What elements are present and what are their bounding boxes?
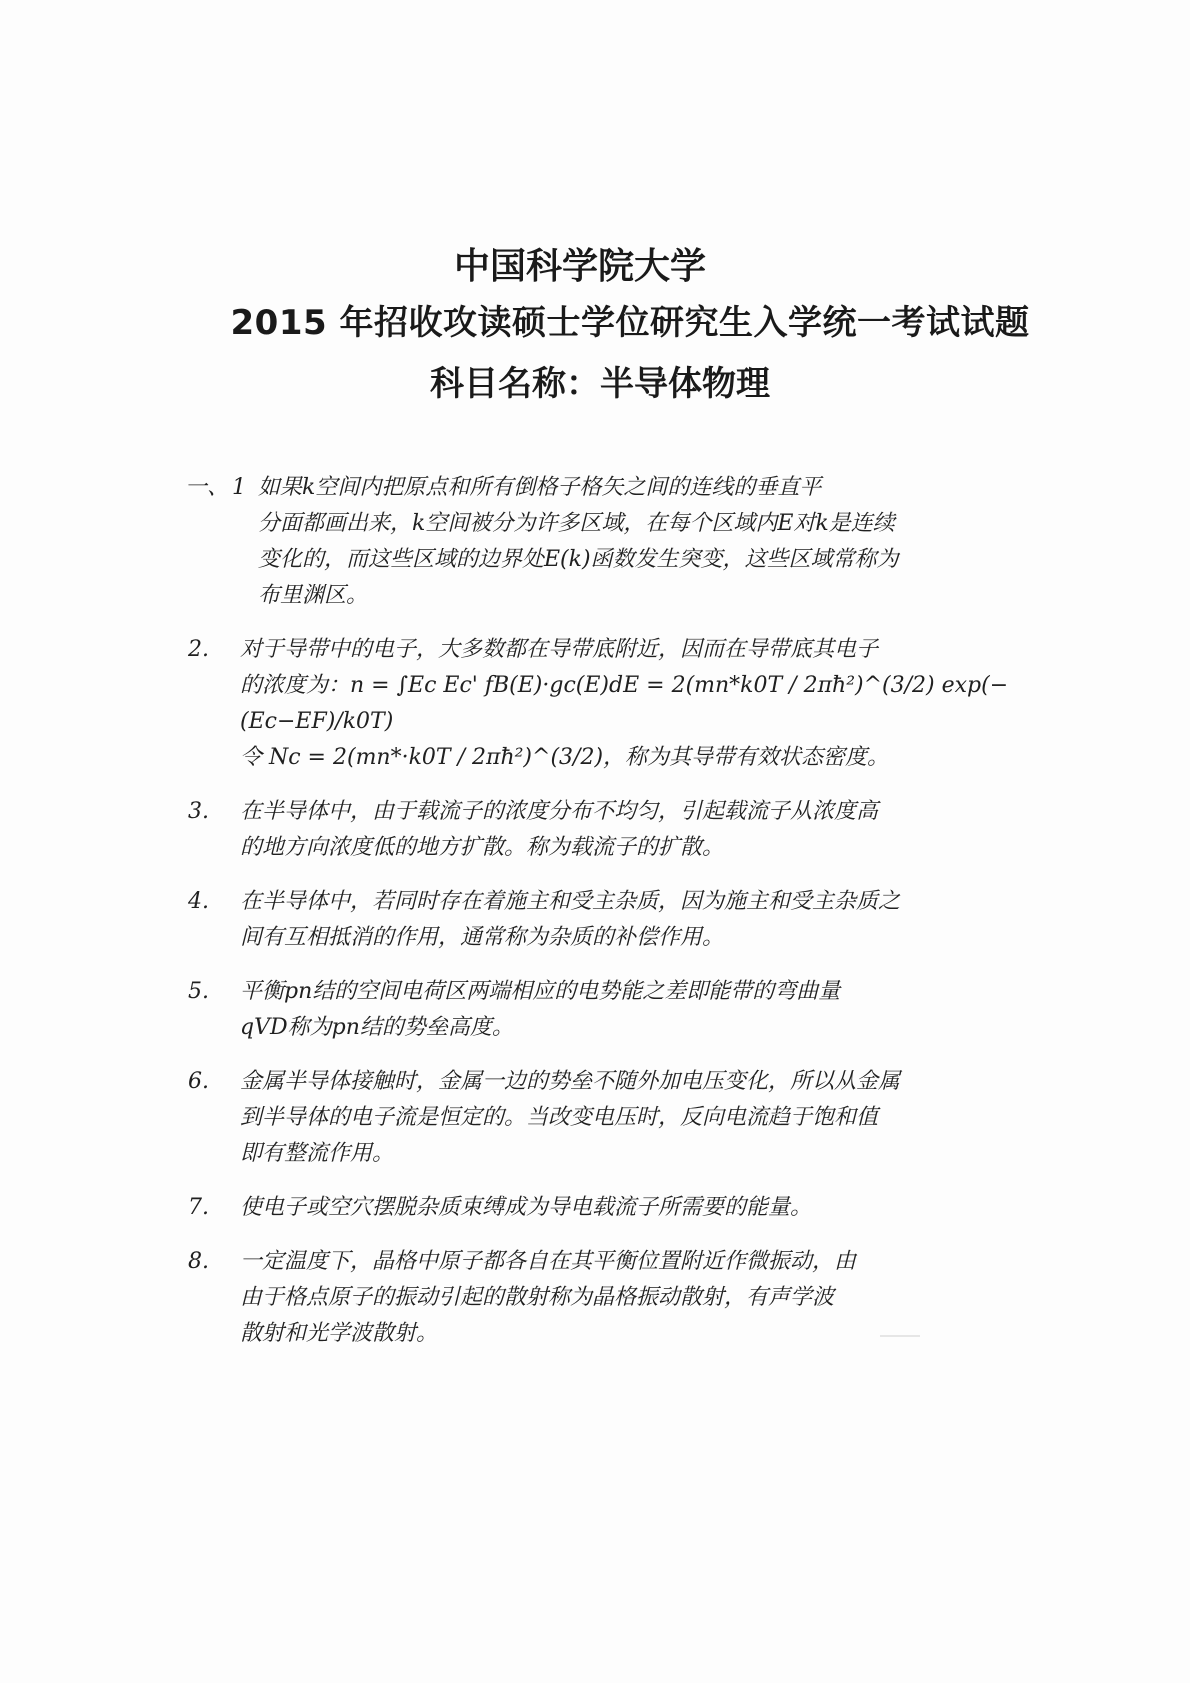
scan-artifact bbox=[880, 1335, 920, 1337]
answer-number: 1 bbox=[232, 475, 246, 500]
answer-item-7 bbox=[188, 1190, 1010, 1226]
answer-text: 平衡pn结的空间电荷区两端相应的电势能之差即能带的弯曲量 qVD称为pn结的势垒高度。 bbox=[240, 979, 841, 1040]
university-title bbox=[320, 238, 840, 289]
answer-text: 一定温度下，晶格中原子都各自在其平衡位置附近作微振动，由 由于格点原子的振动引起的散射称为晶格振动散射，有声学波 散射和光学波散射。 bbox=[240, 1249, 857, 1346]
answer-text: 在半导体中，若同时存在着施主和受主杂质，因为施主和受主杂质之 间有互相抵消的作用，通常称为杂质的补偿作用。 bbox=[240, 889, 901, 950]
answer-item-2 bbox=[188, 632, 1010, 776]
answer-number: 4. bbox=[188, 889, 209, 914]
handwritten-answers bbox=[185, 470, 1010, 1370]
answer-number: 8. bbox=[188, 1249, 209, 1274]
university-name: 中国科学院大学 bbox=[453, 246, 706, 287]
exam-title-text: 2015 年招收攻读硕士学位研究生入学统一考试试题 bbox=[230, 303, 1030, 343]
answer-number: 3. bbox=[188, 799, 209, 824]
answer-text: 使电子或空穴摆脱杂质束缚成为导电载流子所需要的能量。 bbox=[240, 1195, 813, 1220]
answer-number: 6. bbox=[188, 1069, 209, 1094]
subject-title bbox=[360, 356, 840, 405]
answer-text: 在半导体中，由于载流子的浓度分布不均匀，引起载流子从浓度高 的地方向浓度低的地方扩散。称为载流子的扩散。 bbox=[240, 799, 879, 860]
subject-text: 科目名称：半导体物理 bbox=[430, 364, 770, 404]
answer-item-4 bbox=[188, 884, 1010, 956]
answer-number: 7. bbox=[188, 1195, 209, 1220]
answer-item-5 bbox=[188, 974, 1010, 1046]
answer-item-6 bbox=[188, 1064, 1010, 1172]
exam-title bbox=[220, 295, 1040, 344]
section-mark: 一、 bbox=[185, 475, 230, 500]
answer-number: 2. bbox=[188, 637, 209, 662]
answer-text: 对于导带中的电子，大多数都在导带底附近，因而在导带底其电子 的浓度为：n = ∫Ec Ec' fB(E)·gc(E)dE = 2(mn*k0T / 2πħ²)^(3/2) exp(−(Ec−EF)/k0T) bbox=[240, 637, 1009, 734]
answer-formula: 令 Nc = 2(mn*·k0T / 2πħ²)^(3/2)，称为其导带有效状态密度。 bbox=[240, 745, 890, 770]
answer-item-1 bbox=[210, 470, 1010, 614]
answer-text: 金属半导体接触时，金属一边的势垒不随外加电压变化，所以从金属 到半导体的电子流是恒定的。当改变电压时，反向电流趋于饱和值 即有整流作用。 bbox=[240, 1069, 901, 1166]
answer-item-3 bbox=[188, 794, 1010, 866]
answer-number: 5. bbox=[188, 979, 209, 1004]
answer-text: 如果k空间内把原点和所有倒格子格矢之间的连线的垂直平 分面都画出来，k空间被分为许多区域，在每个区域内E对k是连续 变化的，而这些区域的边界处E(k)函数发生突变，这些区域常称为 布里渊区。 bbox=[258, 475, 899, 608]
